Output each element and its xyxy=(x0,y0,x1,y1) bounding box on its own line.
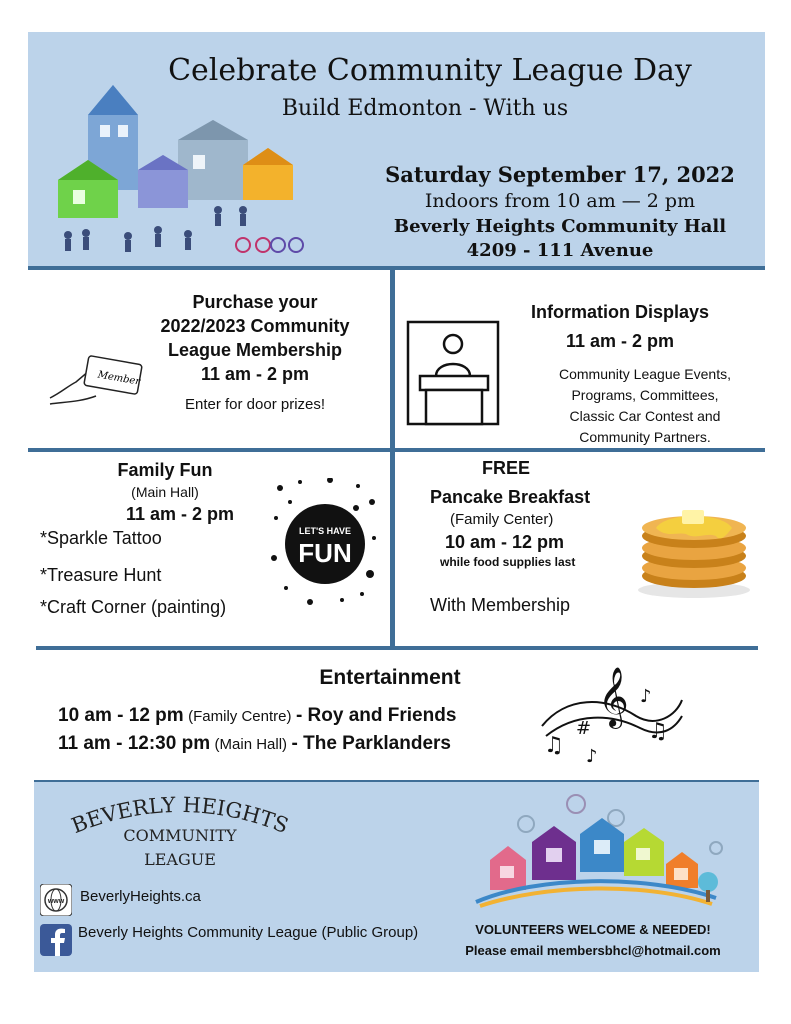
website-link[interactable]: BeverlyHeights.ca xyxy=(80,888,201,905)
info-line-4: Community Partners. xyxy=(579,429,711,445)
family-title: Family Fun xyxy=(117,460,213,480)
event-address: 4209 - 111 Avenue xyxy=(466,240,654,261)
entertainment-row-2-place: (Main Hall) xyxy=(214,736,288,753)
pancake-location: (Family Center) xyxy=(450,511,554,528)
event-venue: Beverly Heights Community Hall xyxy=(393,216,727,237)
svg-text:♪: ♪ xyxy=(640,686,652,707)
league-logo-line1: BEVERLY HEIGHTS xyxy=(68,792,292,839)
event-title: Celebrate Community League Day xyxy=(168,53,692,88)
pancake-note: while food supplies last xyxy=(440,555,576,569)
entertainment-row-1-time: 10 am - 12 pm xyxy=(58,705,184,726)
info-time: 11 am - 2 pm xyxy=(565,331,675,351)
entertainment-row-1-act: - Roy and Friends xyxy=(295,705,457,726)
event-subtitle: Build Edmonton - With us xyxy=(281,96,569,121)
globe-icon-text: www xyxy=(47,898,65,905)
membership-card-text: Member xyxy=(96,369,141,388)
membership-line-2: 2022/2023 Community xyxy=(160,316,350,336)
volunteers-text: VOLUNTEERS WELCOME & NEEDED! xyxy=(475,922,711,937)
info-booth-icon xyxy=(406,320,502,428)
membership-card-hand-icon xyxy=(44,352,144,410)
membership-line-1: Purchase your xyxy=(192,292,318,312)
fun-badge-main-text: FUN xyxy=(298,538,352,568)
info-line-2: Programs, Committees, xyxy=(571,387,719,403)
facebook-group-link[interactable]: Beverly Heights Community League (Public Group) xyxy=(78,924,419,941)
entertainment-row-2-act: - The Parklanders xyxy=(291,733,451,754)
info-line-3: Classic Car Contest and xyxy=(569,408,721,424)
league-logo-line3: LEAGUE xyxy=(144,850,216,869)
family-item-2: *Treasure Hunt xyxy=(40,565,162,585)
svg-text:𝄞: 𝄞 xyxy=(598,667,629,727)
pancake-time: 10 am - 12 pm xyxy=(445,532,565,552)
music-notes-icon xyxy=(536,656,686,766)
pancake-membership: With Membership xyxy=(430,595,571,615)
family-time: 11 am - 2 pm xyxy=(125,504,235,524)
fun-badge xyxy=(270,478,380,608)
svg-text:♫: ♫ xyxy=(648,719,668,744)
entertainment-row-2-time: 11 am - 12:30 pm xyxy=(58,733,211,754)
pancake-stack-icon xyxy=(636,492,752,600)
membership-note: Enter for door prizes! xyxy=(184,396,326,413)
svg-text:♫: ♫ xyxy=(544,733,564,758)
fun-badge-top-text: LET'S HAVE xyxy=(299,526,351,536)
info-title: Information Displays xyxy=(530,302,710,322)
entertainment-title: Entertainment xyxy=(319,666,461,689)
family-item-1: *Sparkle Tattoo xyxy=(40,528,162,548)
membership-time: 11 am - 2 pm xyxy=(200,364,310,384)
pancake-title: Pancake Breakfast xyxy=(430,487,591,507)
family-location: (Main Hall) xyxy=(131,484,199,500)
svg-text:♪: ♪ xyxy=(586,746,598,766)
event-date: Saturday September 17, 2022 xyxy=(385,162,735,187)
event-time: Indoors from 10 am — 2 pm xyxy=(424,190,696,212)
entertainment-row-2 xyxy=(58,733,451,755)
family-item-3: *Craft Corner (painting) xyxy=(40,597,227,617)
entertainment-row-1-place: (Family Centre) xyxy=(188,708,292,725)
colorful-houses-illustration xyxy=(466,790,728,910)
divider-vertical-1 xyxy=(390,266,395,650)
divider-entertainment xyxy=(36,646,758,650)
league-logo-line2: COMMUNITY xyxy=(123,826,237,845)
facebook-icon xyxy=(40,924,72,956)
entertainment-row-1 xyxy=(58,705,456,727)
info-line-1: Community League Events, xyxy=(559,366,731,382)
globe-icon xyxy=(40,884,72,916)
membership-line-3: League Membership xyxy=(167,340,343,360)
divider-middle xyxy=(28,448,765,452)
svg-text:#: # xyxy=(576,718,592,739)
pancake-free: FREE xyxy=(482,458,531,478)
divider-top xyxy=(28,266,765,270)
email-text: Please email membersbhcl@hotmail.com xyxy=(465,943,721,958)
